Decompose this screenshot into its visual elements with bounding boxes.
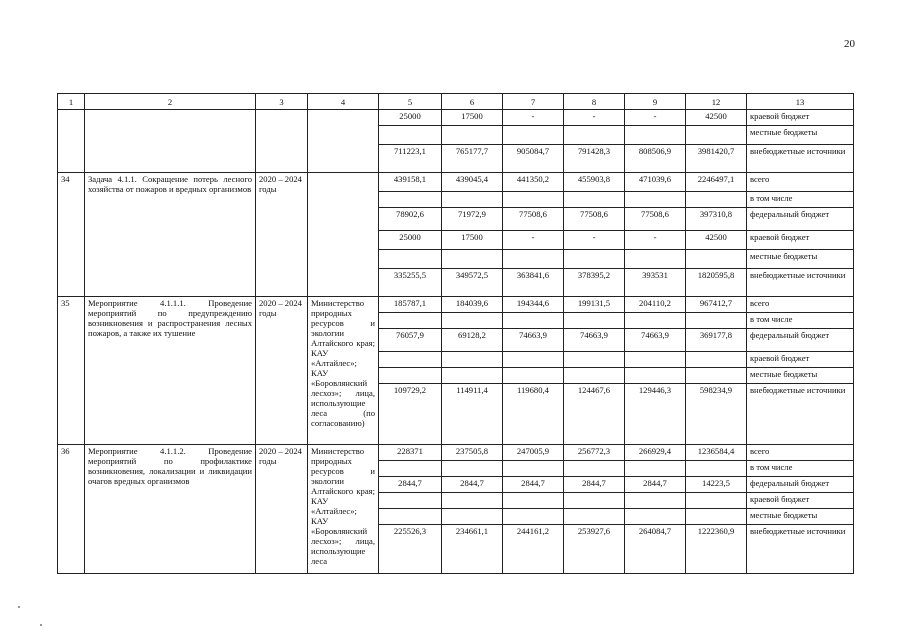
page-number: 20 [844,38,855,50]
value-cell [379,126,442,145]
value-cell: 74663,9 [503,329,564,352]
value-cell: 2844,7 [625,477,686,493]
value-cell: 124467,6 [564,384,625,445]
value-cell [625,493,686,509]
value-cell [503,352,564,368]
period-cell: 2020 – 2024 годы [256,445,308,574]
value-cell [503,192,564,208]
value-cell: - [503,110,564,126]
value-cell: 194344,6 [503,297,564,313]
table-row [58,173,854,192]
value-cell: 256772,3 [564,445,625,461]
value-cell: 711223,1 [379,145,442,173]
source-cell: местные бюджеты [747,368,854,384]
source-cell: краевой бюджет [747,231,854,250]
source-cell: всего [747,173,854,192]
value-cell: 237505,8 [442,445,503,461]
value-cell [686,352,747,368]
value-cell: 71972,9 [442,208,503,231]
value-cell: 369177,8 [686,329,747,352]
value-cell: 77508,6 [564,208,625,231]
value-cell [686,250,747,269]
index-cell: 34 [58,173,85,297]
value-cell: 253927,6 [564,525,625,574]
value-cell: - [625,110,686,126]
header-cell: 7 [503,94,564,110]
value-cell: 42500 [686,110,747,126]
source-cell: всего [747,297,854,313]
value-cell: 335255,5 [379,269,442,297]
name-cell: Мероприятие 4.1.1.2. Проведение мероприятий по профилактике возникновения, локализации и ликвидации очагов вредных организмов [85,445,256,574]
value-cell [379,250,442,269]
header-cell: 3 [256,94,308,110]
source-cell: внебюджетные источники [747,384,854,445]
executor-cell: Министерство природных ресурсов и экологии Алтайского края; КАУ «Алтайлес»; КАУ «Боровлянский лесхоз»; лица, использующие леса (по согласованию) [308,297,379,445]
index-cell [58,110,85,173]
header-cell: 4 [308,94,379,110]
source-cell: внебюджетные источники [747,145,854,173]
source-cell: краевой бюджет [747,110,854,126]
value-cell: 114911,4 [442,384,503,445]
scan-speck [18,606,20,608]
source-cell: федеральный бюджет [747,477,854,493]
value-cell [503,126,564,145]
header-cell: 8 [564,94,625,110]
value-cell: - [625,231,686,250]
value-cell [503,250,564,269]
source-cell: внебюджетные источники [747,525,854,574]
value-cell: 1236584,4 [686,445,747,461]
header-cell: 9 [625,94,686,110]
value-cell [379,352,442,368]
value-cell: 439045,4 [442,173,503,192]
index-cell: 35 [58,297,85,445]
source-cell: внебюджетные источники [747,269,854,297]
value-cell: 2844,7 [379,477,442,493]
value-cell [564,250,625,269]
value-cell: 393531 [625,269,686,297]
value-cell: 363841,6 [503,269,564,297]
value-cell: - [503,231,564,250]
value-cell: - [564,231,625,250]
header-cell: 12 [686,94,747,110]
value-cell [625,461,686,477]
value-cell: 129446,3 [625,384,686,445]
value-cell: 17500 [442,231,503,250]
value-cell [379,509,442,525]
value-cell: 471039,6 [625,173,686,192]
header-cell: 5 [379,94,442,110]
value-cell: 439158,1 [379,173,442,192]
value-cell [564,461,625,477]
source-cell: местные бюджеты [747,126,854,145]
value-cell: - [564,110,625,126]
value-cell: 244161,2 [503,525,564,574]
value-cell [442,493,503,509]
value-cell [686,493,747,509]
source-cell: федеральный бюджет [747,329,854,352]
source-cell: краевой бюджет [747,352,854,368]
value-cell [686,509,747,525]
table-row [58,110,854,126]
value-cell: 264084,7 [625,525,686,574]
value-cell [442,461,503,477]
value-cell [625,126,686,145]
executor-cell: Министерство природных ресурсов и экологии Алтайского края; КАУ «Алтайлес»; КАУ «Боровлянский лесхоз»; лица, использующие леса [308,445,379,574]
source-cell: в том числе [747,461,854,477]
value-cell: 77508,6 [503,208,564,231]
value-cell: 77508,6 [625,208,686,231]
value-cell [442,126,503,145]
value-cell: 14223,5 [686,477,747,493]
value-cell [625,313,686,329]
executor-cell [308,173,379,297]
name-cell [85,110,256,173]
value-cell: 69128,2 [442,329,503,352]
source-cell: в том числе [747,192,854,208]
header-cell: 1 [58,94,85,110]
value-cell [564,493,625,509]
value-cell [503,509,564,525]
value-cell: 109729,2 [379,384,442,445]
value-cell [379,461,442,477]
value-cell: 2246497,1 [686,173,747,192]
value-cell: 266929,4 [625,445,686,461]
value-cell [442,368,503,384]
value-cell [625,192,686,208]
value-cell: 25000 [379,110,442,126]
value-cell: 791428,3 [564,145,625,173]
source-cell: федеральный бюджет [747,208,854,231]
value-cell [686,368,747,384]
value-cell [625,368,686,384]
value-cell [564,509,625,525]
value-cell [625,352,686,368]
value-cell: 78902,6 [379,208,442,231]
value-cell: 184039,6 [442,297,503,313]
value-cell: 74663,9 [564,329,625,352]
value-cell [442,509,503,525]
value-cell [442,313,503,329]
source-cell: местные бюджеты [747,250,854,269]
value-cell: 247005,9 [503,445,564,461]
name-cell: Мероприятие 4.1.1.1. Проведение мероприятий по предупреждению возникновения и распространения лесных пожаров, а также их тушение [85,297,256,445]
value-cell: 3981420,7 [686,145,747,173]
value-cell [564,313,625,329]
period-cell: 2020 – 2024 годы [256,173,308,297]
value-cell: 1820595,8 [686,269,747,297]
value-cell [686,126,747,145]
value-cell: 967412,7 [686,297,747,313]
value-cell: 204110,2 [625,297,686,313]
header-row [58,94,854,110]
value-cell: 808506,9 [625,145,686,173]
value-cell: 2844,7 [442,477,503,493]
value-cell: 2844,7 [564,477,625,493]
value-cell: 349572,5 [442,269,503,297]
value-cell: 378395,2 [564,269,625,297]
value-cell [686,461,747,477]
value-cell: 598234,9 [686,384,747,445]
source-cell: местные бюджеты [747,509,854,525]
header-cell: 2 [85,94,256,110]
value-cell: 234661,1 [442,525,503,574]
value-cell: 119680,4 [503,384,564,445]
value-cell: 42500 [686,231,747,250]
value-cell [442,352,503,368]
value-cell [379,313,442,329]
value-cell: 2844,7 [503,477,564,493]
source-cell: в том числе [747,313,854,329]
value-cell: 185787,1 [379,297,442,313]
table-row [58,445,854,461]
table-row [58,297,854,313]
value-cell: 76057,9 [379,329,442,352]
value-cell [442,250,503,269]
value-cell [379,192,442,208]
value-cell: 397310,8 [686,208,747,231]
value-cell: 228371 [379,445,442,461]
value-cell [379,493,442,509]
value-cell [625,509,686,525]
period-cell: 2020 – 2024 годы [256,297,308,445]
value-cell [564,368,625,384]
source-cell: краевой бюджет [747,493,854,509]
value-cell [564,126,625,145]
value-cell: 765177,7 [442,145,503,173]
value-cell [564,352,625,368]
scan-speck [40,624,42,626]
index-cell: 36 [58,445,85,574]
value-cell [503,461,564,477]
value-cell [686,313,747,329]
value-cell [503,368,564,384]
value-cell [503,493,564,509]
value-cell [503,313,564,329]
value-cell: 74663,9 [625,329,686,352]
value-cell: 905084,7 [503,145,564,173]
period-cell [256,110,308,173]
budget-table [57,93,854,574]
value-cell: 1222360,9 [686,525,747,574]
value-cell [625,250,686,269]
value-cell: 441350,2 [503,173,564,192]
name-cell: Задача 4.1.1. Сокращение потерь лесного хозяйства от пожаров и вредных организмов [85,173,256,297]
value-cell [379,368,442,384]
value-cell: 455903,8 [564,173,625,192]
value-cell [442,192,503,208]
value-cell: 199131,5 [564,297,625,313]
value-cell: 17500 [442,110,503,126]
value-cell [686,192,747,208]
header-cell: 13 [747,94,854,110]
source-cell: всего [747,445,854,461]
executor-cell [308,110,379,173]
value-cell: 25000 [379,231,442,250]
value-cell: 225526,3 [379,525,442,574]
value-cell [564,192,625,208]
header-cell: 6 [442,94,503,110]
